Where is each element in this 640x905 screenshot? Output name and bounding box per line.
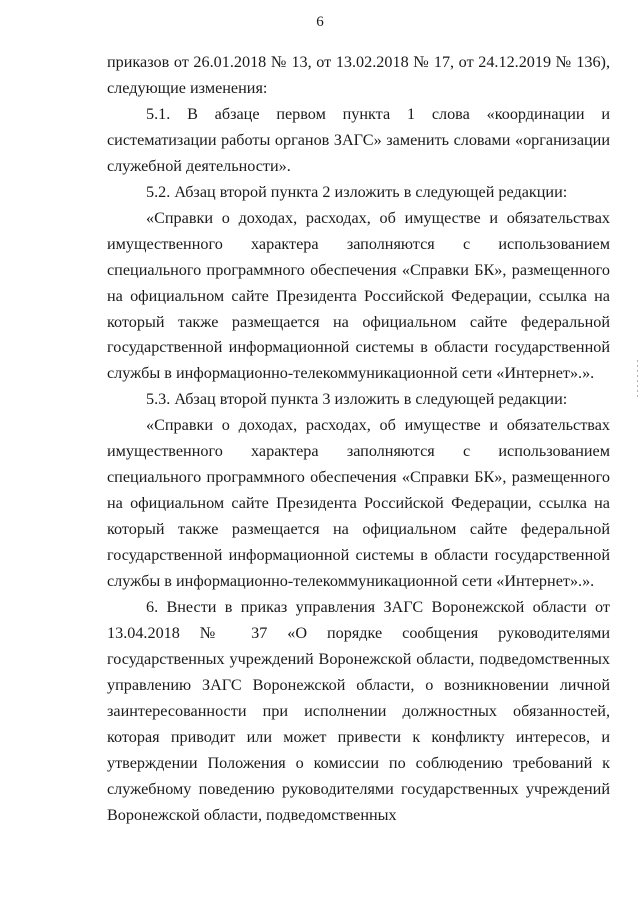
scan-edge-mark (637, 360, 638, 400)
paragraph-5-2-quote: «Справки о доходах, расходах, об имуществе и обязательствах имущественного характера заполняются с использованием специального программного обеспечения «Справки БК», размещенного на официальном сайте Президента Российской Федерации, ссылка на который также размещается на официальном сайте федеральной государственной информационной системы в области государственной службы в информационно-телекоммуникационной сети «Интернет».». (107, 208, 610, 383)
paragraph-continuation: приказов от 26.01.2018 № 13, от 13.02.2018 № 17, от 24.12.2019 № 136), следующие изменения: (107, 53, 610, 97)
document-body (107, 50, 610, 829)
paragraph-6: 6. Внести в приказ управления ЗАГС Воронежской области от 13.04.2018 № 37 «О порядке сообщения руководителями государственных учреждений Воронежской области, подведомственных управлению ЗАГС Воронежской области, о возникновении личной заинтересованности при исполнении должностных обязанностей, которая приводит или может привести к конфликту интересов, и утверждении Положения о комиссии по соблюдению требований к служебному поведению руководителями государственных учреждений Воронежской области, подведомственных (107, 598, 610, 824)
paragraph-5-3-quote: «Справки о доходах, расходах, об имуществе и обязательствах имущественного характера заполняются с использованием специального программного обеспечения «Справки БК», размещенного на официальном сайте Президента Российской Федерации, ссылка на который также размещается на официальном сайте федеральной государственной информационной системы в области государственной службы в информационно-телекоммуникационной сети «Интернет».». (107, 416, 610, 591)
paragraph-5-2: 5.2. Абзац второй пункта 2 изложить в следующей редакции: (146, 182, 568, 201)
paragraph-5-1: 5.1. В абзаце первом пункта 1 слова «координации и систематизации работы органов ЗАГС» заменить словами «организации служебной деятельности». (107, 104, 610, 175)
paragraph-5-3: 5.3. Абзац второй пункта 3 изложить в следующей редакции: (146, 390, 568, 409)
page-number: 6 (316, 14, 324, 30)
